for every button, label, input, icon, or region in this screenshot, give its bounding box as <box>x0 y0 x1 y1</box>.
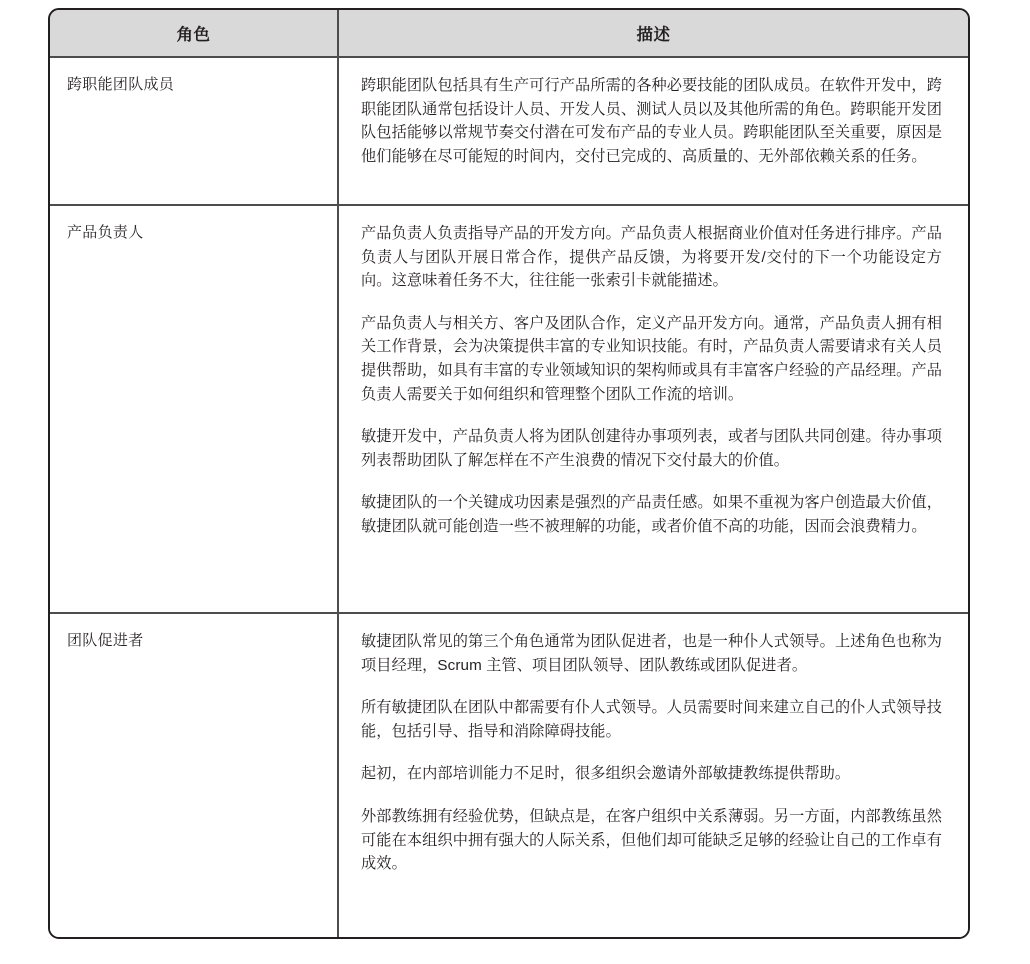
description-paragraph: 所有敏捷团队在团队中都需要有仆人式领导。人员需要时间来建立自己的仆人式领导技能，包括引导、指导和消除障碍技能。 <box>361 699 942 740</box>
role-name: 产品负责人 <box>67 223 144 241</box>
table-row <box>50 205 968 613</box>
role-name: 团队促进者 <box>67 631 144 649</box>
role-name: 跨职能团队成员 <box>67 76 175 93</box>
role-cell <box>50 205 338 613</box>
description-paragraph: 产品负责人与相关方、客户及团队合作，定义产品开发方向。通常，产品负责人拥有相关工作背景，会为决策提供丰富的专业知识技能。有时，产品负责人需要请求有关人员提供帮助，如具有丰富的专业领域知识的架构师或具有丰富客户经验的产品经理。产品负责人需要关于如何组织和管理整个团队工作流的培训。 <box>361 314 942 403</box>
description-paragraph: 敏捷开发中，产品负责人将为团队创建待办事项列表，或者与团队共同创建。待办事项列表帮助团队了解怎样在不产生浪费的情况下交付最大的价值。 <box>361 428 942 469</box>
table-header <box>50 10 968 57</box>
role-cell <box>50 613 338 937</box>
table-body <box>50 57 968 937</box>
table-row <box>50 57 968 205</box>
description-paragraph: 产品负责人负责指导产品的开发方向。产品负责人根据商业价值对任务进行排序。产品负责人与团队开展日常合作，提供产品反馈，为将要开发/交付的下一个功能设定方向。这意味着任务不大，往往能一张索引卡就能描述。 <box>361 224 942 290</box>
description-paragraph: 敏捷团队常见的第三个角色通常为团队促进者，也是一种仆人式领导。上述角色也称为项目经理，Scrum 主管、项目团队领导、团队教练或团队促进者。 <box>361 632 942 674</box>
description-cell <box>338 57 968 205</box>
description-paragraph: 外部教练拥有经验优势，但缺点是，在客户组织中关系薄弱。另一方面，内部教练虽然可能在本组织中拥有强大的人际关系，但他们却可能缺乏足够的经验让自己的工作卓有成效。 <box>361 807 942 873</box>
description-body <box>339 58 968 182</box>
agile-roles-table <box>48 8 970 939</box>
description-cell <box>338 205 968 613</box>
role-cell <box>50 57 338 205</box>
header-cell-description: 描述 <box>338 10 968 57</box>
description-body <box>339 206 968 553</box>
description-paragraph: 跨职能团队包括具有生产可行产品所需的各种必要技能的团队成员。在软件开发中，跨职能团队通常包括设计人员、开发人员、测试人员以及其他所需的角色。跨职能开发团队包括能够以常规节奏交付潜在可发布产品的专业人员。跨职能团队至关重要，原因是他们能够在尽可能短的时间内，交付已完成的、高质量的、无外部依赖关系的任务。 <box>361 77 942 165</box>
header-cell-role: 角色 <box>50 10 338 57</box>
description-paragraph: 起初，在内部培训能力不足时，很多组织会邀请外部敏捷教练提供帮助。 <box>361 765 851 783</box>
roles-grid <box>50 10 968 937</box>
table-row <box>50 613 968 937</box>
description-body <box>339 614 968 890</box>
description-paragraph: 敏捷团队的一个关键成功因素是强烈的产品责任感。如果不重视为客户创造最大价值，敏捷团队就可能创造一些不被理解的功能，或者价值不高的功能，因而会浪费精力。 <box>361 494 942 535</box>
description-cell <box>338 613 968 937</box>
header-row <box>50 10 968 57</box>
